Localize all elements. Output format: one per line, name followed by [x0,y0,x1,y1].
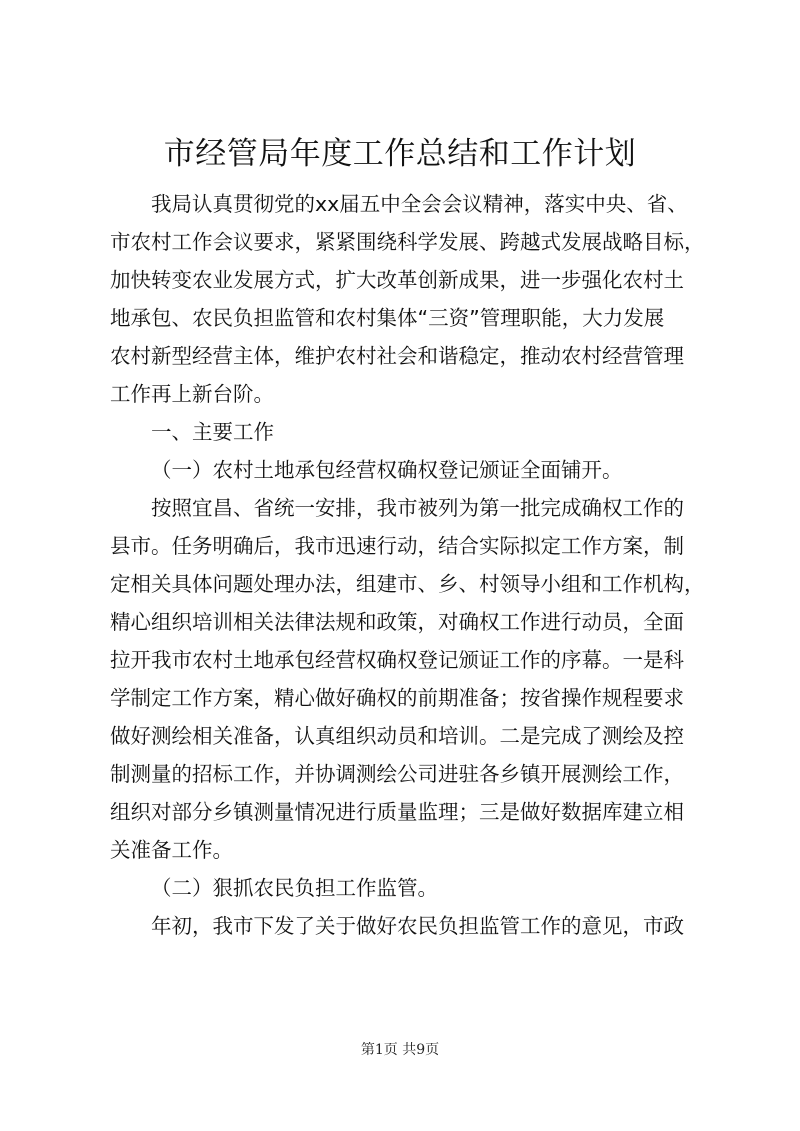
paragraph-line: 组织对部分乡镇测量情况进行质量监理；三是做好数据库建立相 [110,800,684,824]
page-footer: 第1页 共9页 [360,1042,440,1058]
paragraph-line: 工作再上新台阶。 [110,382,274,406]
subsection-heading: （一）农村土地承包经营权确权登记颁证全面铺开。 [151,458,623,482]
paragraph-line: 做好测绘相关准备，认真组织动员和培训。二是完成了测绘及控 [110,724,684,748]
paragraph-line: 加快转变农业发展方式，扩大改革创新成果，进一步强化农村土 [110,268,684,292]
paragraph-line: 制测量的招标工作，并协调测绘公司进驻各乡镇开展测绘工作， [110,762,684,786]
paragraph-line: 地承包、农民负担监管和农村集体“三资”管理职能，大力发展 [110,306,665,330]
section-heading: 一、主要工作 [151,420,274,444]
paragraph-line: 拉开我市农村土地承包经营权确权登记颁证工作的序幕。一是科 [110,648,684,672]
paragraph-line: 年初，我市下发了关于做好农民负担监管工作的意见，市政 [151,914,684,938]
paragraph-line: 按照宜昌、省统一安排，我市被列为第一批完成确权工作的 [151,496,684,520]
paragraph-line: 农村新型经营主体，维护农村社会和谐稳定，推动农村经营管理 [110,344,684,368]
subsection-heading: （二）狠抓农民负担工作监管。 [151,876,438,900]
paragraph-line: 定相关具体问题处理办法，组建市、乡、村领导小组和工作机构， [110,572,705,596]
paragraph-line: 市农村工作会议要求，紧紧围绕科学发展、跨越式发展战略目标， [110,230,705,254]
paragraph-line: 关准备工作。 [110,838,233,862]
document-body [110,185,705,945]
paragraph-line: 我局认真贯彻党的xx届五中全会会议精神，落实中央、省、 [151,192,688,216]
paragraph-line: 学制定工作方案，精心做好确权的前期准备；按省操作规程要求 [110,686,684,710]
document-title: 市经管局年度工作总结和工作计划 [163,136,637,172]
paragraph-line: 精心组织培训相关法律法规和政策，对确权工作进行动员，全面 [110,610,684,634]
paragraph-line: 县市。任务明确后，我市迅速行动，结合实际拟定工作方案，制 [110,534,684,558]
